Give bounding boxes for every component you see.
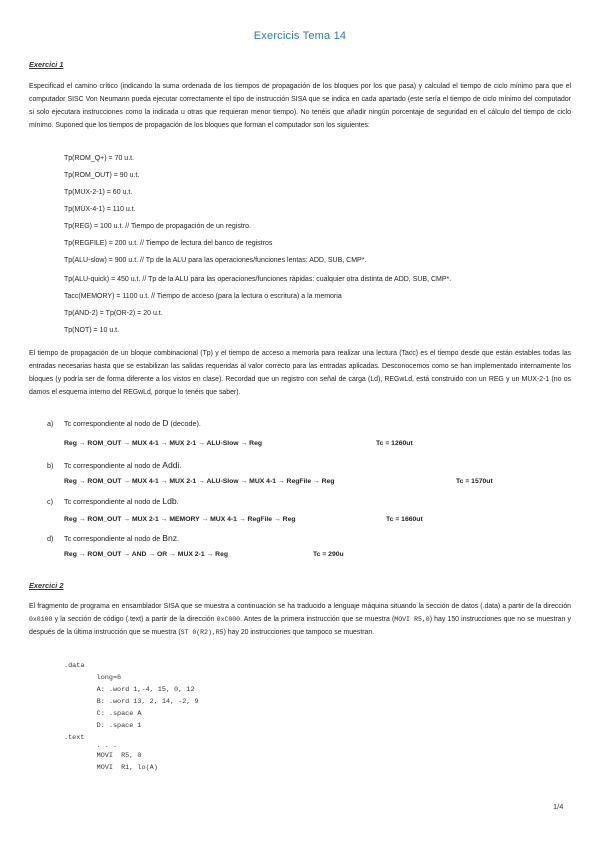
node-name: D [162,418,169,428]
timing-ALU-quick: Tp(ALU-quick) = 450 u.t. // Tp de la ALU para las operaciones/funciones rápidas: cualquier otra distinta de ADD, SUB, CMP*. [64,276,452,283]
code-line: MOVI R5, 0 [64,752,142,760]
item-b: b) Tc correspondiente al nodo de Addi. [47,460,182,470]
timing-ROM_Q+: Tp(ROM_Q+) = 70 u.t. [64,155,135,162]
page-number: 1/4 [553,802,564,811]
code-line: B: .word 13, 2, 14, -2, 9 [64,698,199,706]
node-name: Addi [162,460,180,470]
item-c: c) Tc correspondiente al nodo de Ldb. [47,496,179,506]
code-line: A: .word 1,-4, 15, 0, 12 [64,686,195,694]
exercise-2-heading: Exercici 2 [29,581,64,590]
cycle-time-b: Tc = 1570ut [456,478,493,485]
code-line: MOVI R1, lo(A) [64,764,158,772]
cycle-time-a: Tc = 1260ut [376,440,413,447]
timing-REGFILE: Tp(REGFILE) = 200 u.t. // Tiempo de lectura del banco de registros [64,240,273,247]
critical-path-a: Reg → ROM_OUT → MUX 4-1 → MUX 2-1 → ALU-Slow → Reg Tc = 1260ut [64,440,413,447]
critical-path-c: Reg → ROM_OUT → MUX 2-1 → MEMORY → MUX 4-1 → RegFile → Reg Tc = 1660ut [64,516,423,523]
timing-ROM_OUT: Tp(ROM_OUT) = 90 u.t. [64,172,140,179]
critical-path-d: Reg → ROM_OUT → AND → OR → MUX 2-1 → Reg Tc = 290u [64,551,344,558]
cycle-time-d: Tc = 290u [313,551,344,558]
timing-NOT: Tp(NOT) = 10 u.t. [64,327,120,334]
page-title: Exercicis Tema 14 [253,30,347,42]
code-line: long=6 [64,674,122,682]
timing-ALU-slow: Tp(ALU-slow) = 900 u.t. // Tp de la ALU para las operaciones/funciones lentas: ADD, SUB, CMP*. [64,257,367,264]
timing-MUX-4-1: Tp(MUX-4-1) = 110 u.t. [64,206,136,213]
critical-path-b: Reg → ROM_OUT → MUX 4-1 → MUX 2-1 → ALU-Slow → MUX 4-1 → RegFile → Reg Tc = 1570ut [64,478,493,485]
timing-MEMORY: Tacc(MEMORY) = 1100 u.t. // Tiempo de acceso (para la lectura o escritura) a la memoria [64,293,342,300]
code-line: .data [64,662,85,670]
code-line: C: .space A [64,710,142,718]
node-name: Ldb [162,496,177,506]
cycle-time-c: Tc = 1660ut [386,516,423,523]
code-line: . . . [64,742,118,750]
exercise-2-statement: El fragmento de programa en ensamblador SISA que se muestra a continuación se ha traducido a lenguaje máquina situando la sección de datos (.data) a partir de la dirección 0x0100 y la sección de código (.text) a partir de la dirección 0xC000. Antes de la primera instrucción que se muestra (MOVI R5,0) hay 150 instrucciones que no se muestran y después de la última instrucción que se muestra (ST 0(R2),R5) hay 20 instrucciones que tampoco se muestran. [29,603,571,636]
item-a: a) Tc correspondiente al nodo de D (decode). [47,418,201,428]
exercise-1-heading: Exercici 1 [29,60,64,69]
timing-AND-OR: Tp(AND-2) = Tp(OR-2) = 20 u.t. [64,310,163,317]
timing-MUX-2-1: Tp(MUX-2-1) = 60 u.t. [64,189,133,196]
exercise-1-paragraph-2: El tiempo de propagación de un bloque combinacional (Tp) y el tiempo de acceso a memoria para realizar una lectura (Tacc) es el tiempo desde que están estables todas las entradas necesarias hasta que se estabilizan las salidas requeridas al valor correcto para las entradas aplicadas. Desconocemos como se han implementado internamente los bloques (y podría ser de forma diferente a los vistos en clase). Recordad que un registro con señal de carga (Ld), REGwLd, está construido con un REG y un MUX-2-1 (no os damos el esquema interno del REGwLd, porque lo tenéis que saber). [29,350,571,396]
code-line: D: .space 1 [64,722,142,730]
item-label: a) [47,419,54,428]
code-line: .text [64,734,85,742]
item-d: d) Tc correspondiente al nodo de Bnz. [47,533,180,543]
timing-REG: Tp(REG) = 100 u.t. // Tiempo de propagación de un registro. [64,223,251,230]
exercise-1-intro: Especificad el camino crítico (indicando la suma ordenada de los tiempos de propagación de los bloques por los que pasa) y calculad el tiempo de ciclo mínimo para que el computador SISC Von Neumann pueda ejecutar correctamente el tipo de instrucción SISA que se indica en cada apartado (este sería el tiempo de ciclo mínimo del computador si solo ejecutara instrucciones como la indicada u otras que requieran menor tiempo). No tenéis que añadir ningún porcentaje de seguridad en el cálculo del tiempo de ciclo mínimo. Suponed que los tiempos de propagación de los bloques que forman el computador son los siguientes: [29,83,571,129]
node-name: Bnz [162,533,178,543]
